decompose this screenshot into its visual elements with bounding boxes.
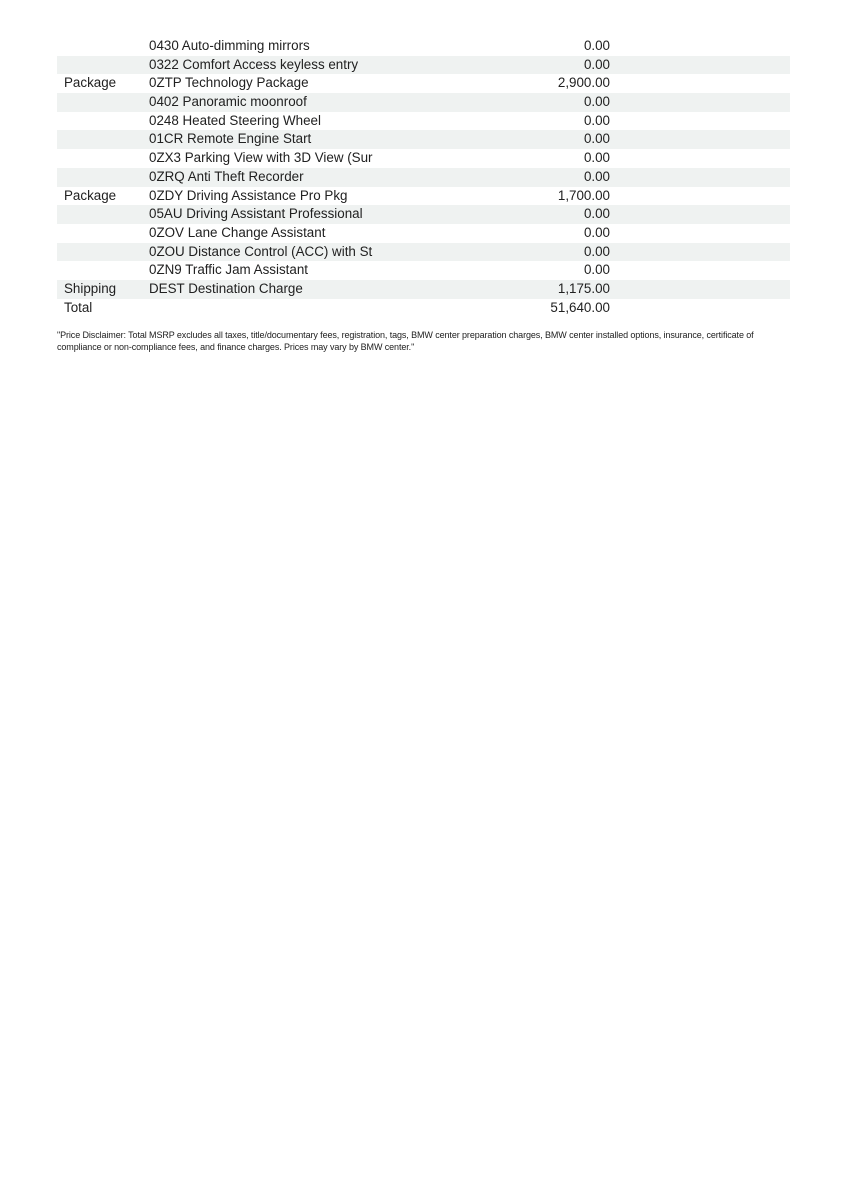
row-price: 0.00: [583, 150, 610, 166]
row-item: DEST Destination Charge: [149, 280, 303, 296]
table-row: [57, 261, 790, 280]
table-row: [57, 112, 790, 131]
row-category: Package: [64, 75, 117, 91]
table-row: [57, 149, 790, 168]
table-row: [57, 56, 790, 75]
row-price: 0.00: [583, 38, 610, 53]
row-item: 01CR Remote Engine Start: [149, 131, 312, 147]
table-row: [57, 74, 790, 93]
table-row: [57, 299, 790, 318]
row-price: 0.00: [583, 56, 610, 72]
row-item: 0ZX3 Parking View with 3D View (Sur: [149, 150, 373, 166]
row-price: 0.00: [583, 94, 610, 110]
table-row: [57, 205, 790, 224]
row-price: 0.00: [583, 224, 610, 240]
row-item: 0322 Comfort Access keyless entry: [149, 56, 359, 72]
table-row: [57, 280, 790, 299]
price-disclaimer: "Price Disclaimer: Total MSRP excludes all taxes, title/documentary fees, registration, tags, BMW center preparation charges, BMW center installed options, insurance, certificate of compliance or non-compliance fees, and finance charges. Prices may vary by BMW center.": [57, 330, 754, 352]
table-row: [57, 168, 790, 187]
table-row: [57, 224, 790, 243]
row-category: Package: [64, 187, 117, 203]
row-price: 2,900.00: [557, 75, 610, 91]
row-price: 0.00: [583, 168, 610, 184]
row-price: 0.00: [583, 206, 610, 222]
row-price: 0.00: [583, 112, 610, 128]
row-item: 0ZTP Technology Package: [149, 75, 309, 91]
row-item: 0ZDY Driving Assistance Pro Pkg: [149, 187, 348, 203]
row-item: 0430 Auto-dimming mirrors: [149, 38, 310, 53]
row-price: 51,640.00: [550, 299, 610, 315]
options-table: [57, 37, 790, 317]
table-row: [57, 187, 790, 206]
row-item: 0402 Panoramic moonroof: [149, 94, 307, 110]
row-item: 0248 Heated Steering Wheel: [149, 112, 321, 128]
row-price: 0.00: [583, 262, 610, 278]
row-item: 05AU Driving Assistant Professional: [149, 206, 363, 222]
row-price: 1,700.00: [557, 187, 610, 203]
row-price: 0.00: [583, 131, 610, 147]
row-item: 0ZN9 Traffic Jam Assistant: [149, 262, 309, 278]
row-category: Shipping: [64, 280, 117, 296]
row-item: 0ZOU Distance Control (ACC) with St: [149, 243, 373, 259]
table-row: [57, 37, 790, 56]
row-category: Total: [64, 299, 93, 315]
row-price: 1,175.00: [557, 280, 610, 296]
row-item: 0ZRQ Anti Theft Recorder: [149, 168, 304, 184]
row-item: 0ZOV Lane Change Assistant: [149, 224, 326, 240]
table-row: [57, 93, 790, 112]
row-price: 0.00: [583, 243, 610, 259]
table-row: [57, 243, 790, 262]
table-row: [57, 130, 790, 149]
